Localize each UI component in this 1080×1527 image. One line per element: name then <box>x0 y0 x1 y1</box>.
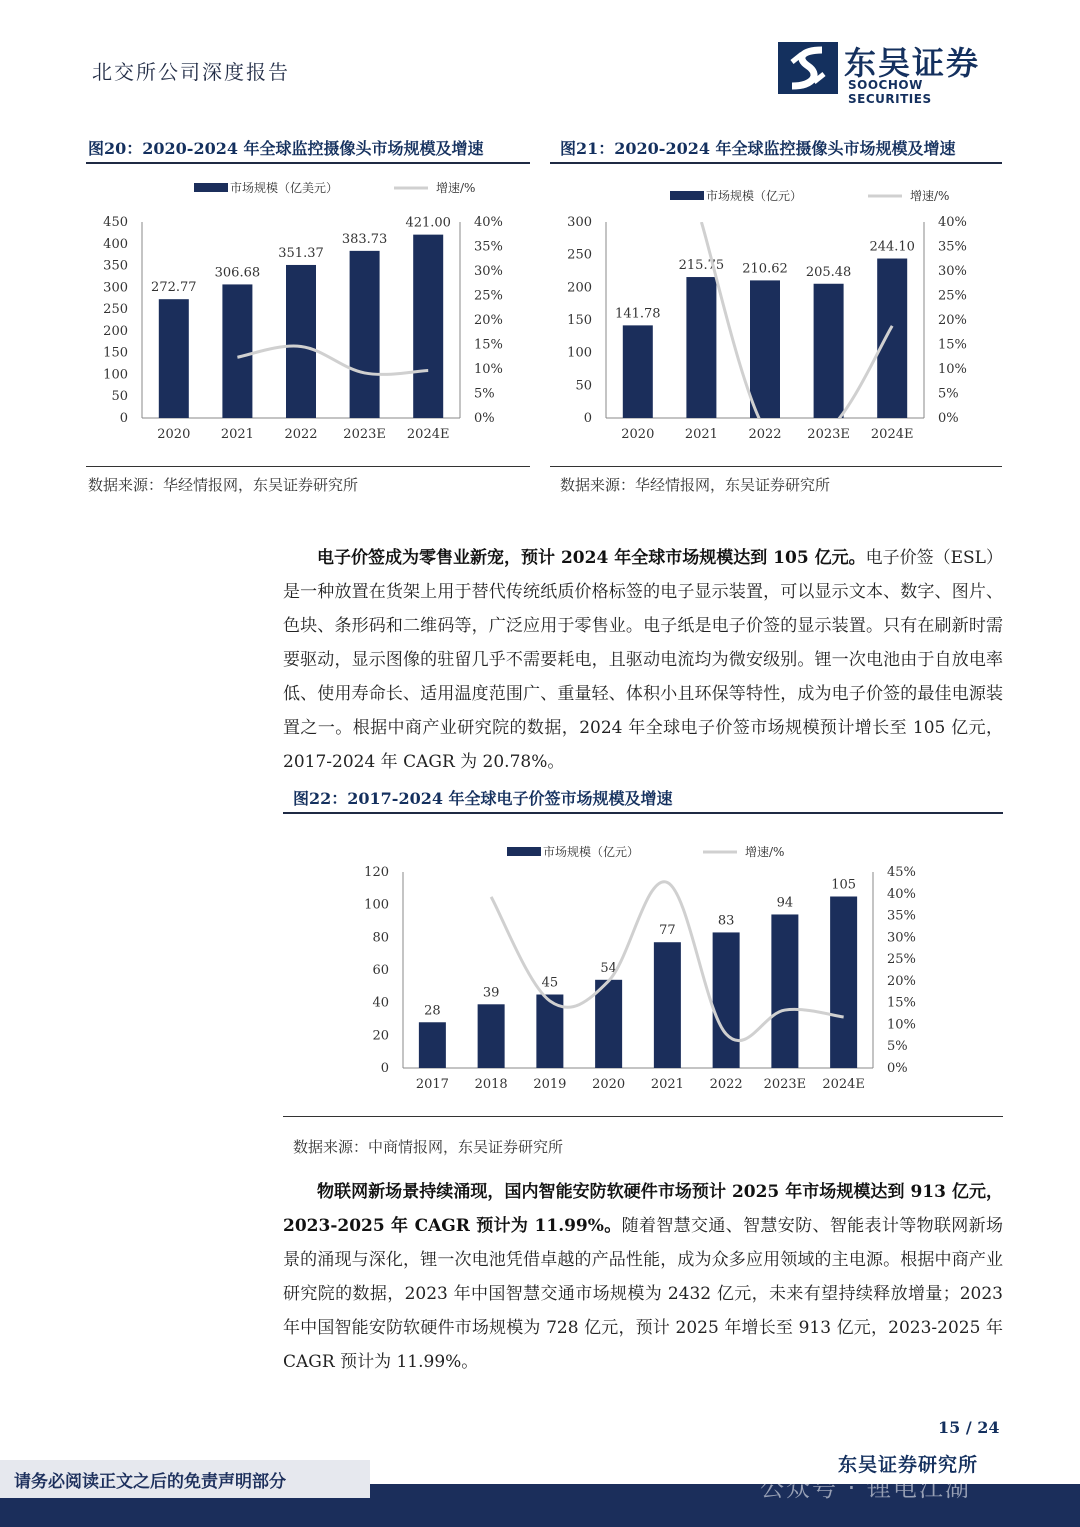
bar <box>623 325 653 418</box>
x-tick-label: 2024E <box>870 427 914 442</box>
y2-tick-label: 35% <box>938 239 967 255</box>
y-tick-label: 100 <box>103 367 128 383</box>
growth-line <box>237 346 428 374</box>
y2-tick-label: 15% <box>474 337 503 353</box>
y2-tick-label: 40% <box>938 215 967 230</box>
y2-tick-label: 35% <box>887 908 916 924</box>
y-tick-label: 60 <box>372 963 389 978</box>
disclaimer-text: 请务必阅读正文之后的免责声明部分 <box>14 1472 286 1492</box>
y2-tick-label: 25% <box>474 288 503 304</box>
figure-22-top-rule <box>283 812 1003 814</box>
y-tick-label: 350 <box>103 258 128 274</box>
x-tick-label: 2023E <box>763 1077 807 1092</box>
bar <box>222 284 252 418</box>
bar <box>830 897 857 1069</box>
y2-tick-label: 20% <box>938 313 967 328</box>
paragraph-iot-lead: 物联网新场景持续涌现，国内智能安防软硬件市场预计 2025 年市场规模达到 913 亿元，2023-2025 年 CAGR 预计为 11.99%。 <box>283 1182 1003 1236</box>
paragraph-esl <box>283 541 1003 779</box>
bar-value-label: 105 <box>831 877 857 893</box>
y-tick-label: 200 <box>567 280 592 296</box>
paragraph-iot-body: 随着智慧交通、智慧安防、智能表计等物联网新场景的涌现与深化，锂一次电池凭借卓越的产品性能，成为众多应用领域的主电源。根据中商产业研究院的数据，2023 年中国智慧交通市场规模为 2432 亿元，未来有望持续释放增量；2023 年中国智能安防软硬件市场规模为 728 亿元，预计 2025 年增长至 913 亿元，2023-2025 年 CAGR 预计为 11.99%。 <box>283 1216 1003 1372</box>
y2-tick-label: 20% <box>474 313 503 328</box>
x-tick-label: 2021 <box>650 1077 684 1092</box>
y-tick-label: 0 <box>583 411 592 426</box>
y-tick-label: 20 <box>372 1028 389 1044</box>
y2-tick-label: 10% <box>887 1017 916 1033</box>
y2-tick-label: 10% <box>474 362 503 377</box>
bar-value-label: 421.00 <box>405 215 451 231</box>
bar <box>159 299 189 418</box>
x-tick-label: 2019 <box>533 1077 567 1092</box>
y-tick-label: 40 <box>372 995 389 1011</box>
x-tick-label: 2023E <box>343 427 386 442</box>
y-tick-label: 250 <box>103 302 128 318</box>
x-tick-label: 2020 <box>157 427 191 442</box>
logo-chinese-text: 东吴证券 <box>844 44 981 82</box>
footer-firm-name: 东吴证券研究所 <box>838 1454 979 1476</box>
bar-value-label: 94 <box>776 895 794 911</box>
y-tick-label: 100 <box>364 897 389 913</box>
legend-bar-swatch <box>670 191 704 200</box>
x-tick-label: 2020 <box>592 1077 626 1092</box>
bar <box>413 235 443 418</box>
page-number: 15 / 24 <box>938 1418 1000 1437</box>
bar <box>877 259 907 418</box>
y2-tick-label: 40% <box>474 215 503 230</box>
figure-22-bottom-rule <box>283 1116 1003 1117</box>
company-logo <box>778 40 1008 106</box>
y2-tick-label: 10% <box>938 362 967 377</box>
y-tick-label: 100 <box>567 345 592 361</box>
bar-value-label: 383.73 <box>341 231 388 247</box>
bar <box>750 280 780 418</box>
y-tick-label: 300 <box>567 215 592 230</box>
bar <box>350 251 380 418</box>
figure-21-bottom-rule <box>550 466 1002 467</box>
y2-tick-label: 5% <box>887 1039 908 1055</box>
x-tick-label: 2023E <box>807 427 850 442</box>
figure-21-chart <box>550 170 1002 460</box>
x-tick-label: 2022 <box>284 427 318 442</box>
y2-tick-label: 35% <box>474 239 503 255</box>
y2-tick-label: 15% <box>887 995 916 1011</box>
bar-value-label: 77 <box>659 923 676 939</box>
bar <box>595 980 622 1068</box>
y-tick-label: 300 <box>103 280 128 296</box>
y2-tick-label: 30% <box>887 930 916 946</box>
watermark-text: 公众号 · 锂电江湖 <box>760 1474 971 1502</box>
bar-value-label: 215.75 <box>678 258 725 274</box>
bar <box>713 932 740 1068</box>
y-tick-label: 250 <box>567 247 592 263</box>
y2-tick-label: 25% <box>938 288 967 304</box>
x-tick-label: 2020 <box>621 427 655 442</box>
figure-22-title: 图22：2017-2024 年全球电子价签市场规模及增速 <box>293 789 673 808</box>
figure-22-chart <box>283 822 1003 1112</box>
bar-value-label: 244.10 <box>869 239 915 255</box>
y2-tick-label: 30% <box>474 264 503 279</box>
y-tick-label: 200 <box>103 323 128 339</box>
x-tick-label: 2018 <box>474 1077 508 1092</box>
y2-tick-label: 0% <box>887 1061 908 1076</box>
bar-value-label: 210.62 <box>742 261 788 277</box>
x-tick-label: 2021 <box>220 427 254 442</box>
y-tick-label: 50 <box>111 389 128 405</box>
bar-value-label: 54 <box>600 960 617 976</box>
paragraph-esl-lead: 电子价签成为零售业新宠，预计 2024 年全球市场规模达到 105 亿元。 <box>317 548 866 568</box>
x-tick-label: 2022 <box>748 427 782 442</box>
legend-bar-swatch <box>194 183 228 192</box>
bar <box>478 1004 505 1068</box>
y2-tick-label: 5% <box>474 386 495 402</box>
legend-bar-label: 市场规模（亿元） <box>543 845 640 859</box>
y-tick-label: 150 <box>567 313 592 328</box>
y2-tick-label: 25% <box>887 952 916 968</box>
bar <box>654 942 681 1068</box>
x-tick-label: 2021 <box>684 427 718 442</box>
legend-bar-label: 市场规模（亿美元） <box>230 181 339 195</box>
report-header-title: 北交所公司深度报告 <box>92 60 290 84</box>
y-tick-label: 0 <box>380 1061 389 1076</box>
y-tick-label: 400 <box>103 236 128 252</box>
legend-line-label: 增速/% <box>910 189 950 203</box>
legend-bar-swatch <box>507 847 541 856</box>
x-tick-label: 2024E <box>822 1077 865 1092</box>
y2-tick-label: 5% <box>938 386 959 402</box>
bar <box>419 1022 446 1068</box>
legend-line-label: 增速/% <box>436 181 476 195</box>
paragraph-iot <box>283 1175 1003 1379</box>
figure-22-source: 数据来源：中商情报网，东吴证券研究所 <box>293 1138 564 1156</box>
y2-tick-label: 0% <box>474 411 495 426</box>
bar-value-label: 351.37 <box>278 245 324 261</box>
y2-tick-label: 20% <box>887 973 916 989</box>
figure-21-source: 数据来源：华经情报网，东吴证券研究所 <box>560 476 831 494</box>
figure-20-bottom-rule <box>86 466 530 467</box>
y-tick-label: 80 <box>372 930 389 946</box>
legend-line-label: 增速/% <box>745 845 785 859</box>
bar <box>771 914 798 1068</box>
y-tick-label: 150 <box>103 345 128 361</box>
figure-20-source: 数据来源：华经情报网，东吴证券研究所 <box>88 476 359 494</box>
bar-value-label: 83 <box>717 913 735 929</box>
figure-21-title: 图21：2020-2024 年全球监控摄像头市场规模及增速 <box>560 139 956 158</box>
y-tick-label: 0 <box>119 411 128 426</box>
bar <box>286 265 316 418</box>
y-tick-label: 120 <box>364 865 389 880</box>
bar-value-label: 28 <box>424 1003 441 1019</box>
legend-bar-label: 市场规模（亿元） <box>706 189 803 203</box>
x-tick-label: 2017 <box>415 1077 449 1092</box>
y2-tick-label: 30% <box>938 264 967 279</box>
bar-value-label: 272.77 <box>151 280 197 296</box>
bar <box>814 284 844 418</box>
growth-line <box>701 222 892 451</box>
figure-20-top-rule <box>86 162 530 164</box>
figure-20-chart <box>86 170 530 460</box>
bar <box>686 277 716 418</box>
disclaimer-box <box>0 1460 370 1498</box>
y2-tick-label: 15% <box>938 337 967 353</box>
bar-value-label: 306.68 <box>214 265 261 281</box>
logo-mark-icon <box>778 42 838 94</box>
y2-tick-label: 40% <box>887 886 916 902</box>
figure-20-title: 图20：2020-2024 年全球监控摄像头市场规模及增速 <box>88 139 484 158</box>
y-tick-label: 50 <box>575 378 592 394</box>
y2-tick-label: 45% <box>887 865 916 880</box>
bar-value-label: 141.78 <box>615 306 661 322</box>
bar-value-label: 205.48 <box>805 264 852 280</box>
logo-english-text: SOOCHOW SECURITIES <box>848 78 932 106</box>
y-tick-label: 450 <box>103 215 128 230</box>
bar-value-label: 39 <box>482 985 500 1001</box>
paragraph-esl-body: 电子价签（ESL）是一种放置在货架上用于替代传统纸质价格标签的电子显示装置，可以显示文本、数字、图片、色块、条形码和二维码等，广泛应用于零售业。电子纸是电子价签的显示装置。只有在刷新时需要驱动，显示图像的驻留几乎不需要耗电，且驱动电流均为微安级别。锂一次电池由于自放电率低、使用寿命长、适用温度范围广、重量轻、体积小且环保等特性，成为电子价签的最佳电源装置之一。根据中商产业研究院的数据，2024 年全球电子价签市场规模预计增长至 105 亿元，2017-2024 年 CAGR 为 20.78%。 <box>283 548 1003 772</box>
x-tick-label: 2022 <box>709 1077 743 1092</box>
x-tick-label: 2024E <box>406 427 450 442</box>
y2-tick-label: 0% <box>938 411 959 426</box>
figure-21-top-rule <box>550 162 1002 164</box>
bar-value-label: 45 <box>541 975 559 991</box>
